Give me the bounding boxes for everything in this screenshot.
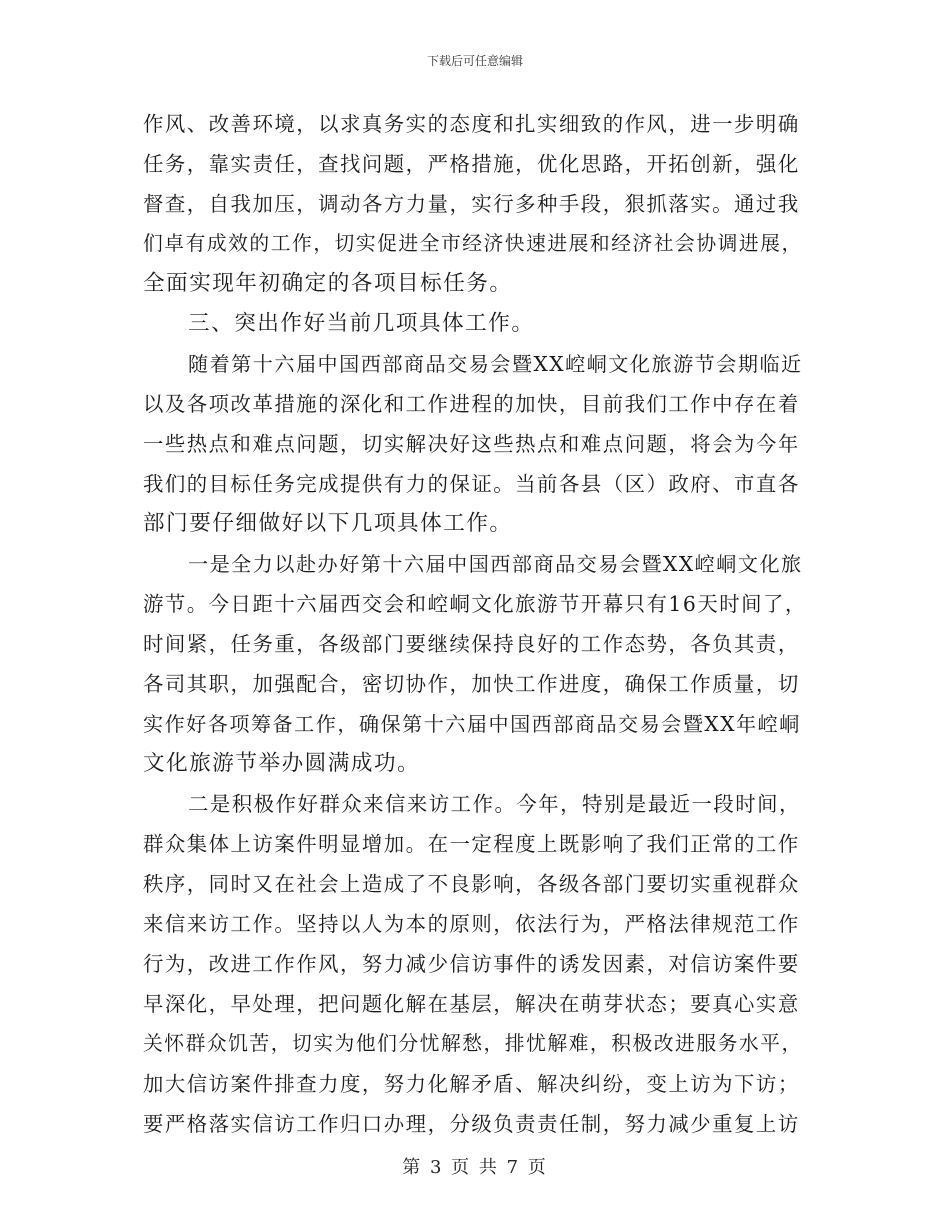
paragraph-5 (143, 784, 808, 1144)
text-line: 我们的目标任务完成提供有力的保证。当前各县（区）政府、市直各 (143, 472, 800, 496)
text-line: 时间紧，任务重，各级部门要继续保持良好的工作态势，各负其责， (143, 632, 800, 656)
paragraph-4 (143, 544, 808, 784)
text-line: 各司其职，加强配合，密切协作，加快工作进度，确保工作质量，切 (143, 672, 800, 696)
text-line: 文化旅游节举办圆满成功。 (143, 751, 421, 776)
section-heading (143, 304, 808, 344)
text-line: 二是积极作好群众来信来访工作。今年，特别是最近一段时间， (188, 792, 801, 816)
text-line: 来信来访工作。坚持以人为本的原则，依法行为，严格法律规范工作 (143, 912, 800, 936)
text-line: 行为，改进工作作风，努力减少信访事件的诱发因素，对信访案件要 (143, 952, 800, 976)
text-line: 督查，自我加压，调动各方力量，实行多种手段，狠抓落实。通过我 (143, 192, 800, 216)
paragraph-3 (143, 344, 808, 544)
page-number: 第 3 页 共 7 页 (402, 1157, 548, 1178)
text-line: 实作好各项筹备工作，确保第十六届中国西部商品交易会暨XX年崆峒 (143, 712, 801, 736)
text-line: 游节。今日距十六届西交会和崆峒文化旅游节开幕只有16天时间了， (143, 592, 807, 616)
text-line: 要严格落实信访工作归口办理，分级负责责任制，努力减少重复上访 (143, 1112, 800, 1136)
document-body (143, 104, 808, 1144)
text-line: 群众集体上访案件明显增加。在一定程度上既影响了我们正常的工作 (143, 832, 800, 856)
text-line: 部门要仔细做好以下几项具体工作。 (143, 511, 513, 536)
text-line: 秩序，同时又在社会上造成了不良影响，各级各部门要切实重视群众 (143, 872, 800, 896)
text-line: 任务，靠实责任，查找问题，严格措施，优化思路，开拓创新，强化 (143, 152, 800, 176)
text-line: 们卓有成效的工作，切实促进全市经济快速进展和经济社会协调进展， (143, 232, 803, 255)
text-line: 一些热点和难点问题，切实解决好这些热点和难点问题，将会为今年 (143, 432, 800, 456)
text-line: 以及各项改革措施的深化和工作进程的加快，目前我们工作中存在着 (143, 392, 800, 416)
text-line: 作风、改善环境，以求真务实的态度和扎实细致的作风，进一步明确 (143, 112, 800, 136)
text-line: 关怀群众饥苦，切实为他们分忧解愁，排忧解难，积极改进服务水平， (143, 1032, 803, 1055)
text-line: 全面实现年初确定的各项目标任务。 (143, 271, 513, 296)
text-line: 一是全力以赴办好第十六届中国西部商品交易会暨XX崆峒文化旅 (188, 552, 803, 576)
page-header: 下载后可任意编辑 (426, 54, 523, 68)
text-line: 加大信访案件排查力度，努力化解矛盾、解决纠纷，变上访为下访； (143, 1072, 800, 1096)
text-line: 三、突出作好当前几项具体工作。 (188, 311, 535, 336)
text-line: 早深化，早处理，把问题化解在基层，解决在萌芽状态；要真心实意 (143, 992, 800, 1016)
paragraph-1 (143, 104, 808, 304)
text-line: 随着第十六届中国西部商品交易会暨XX崆峒文化旅游节会期临近 (188, 352, 803, 376)
